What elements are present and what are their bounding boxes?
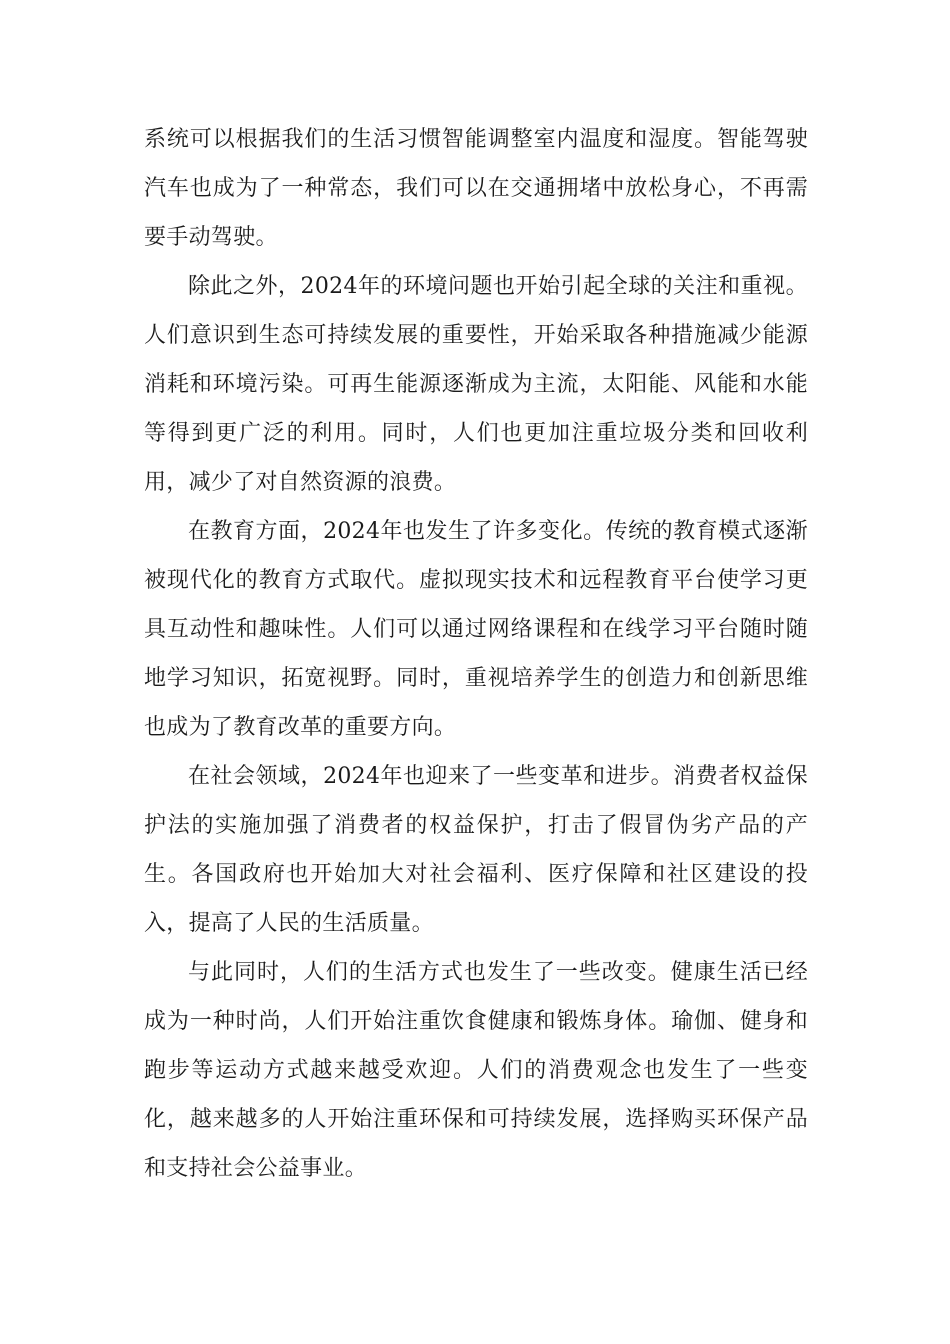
paragraph-2: 除此之外，2024年的环境问题也开始引起全球的关注和重视。人们意识到生态可持续发展的重要性，开始采取各种措施减少能源消耗和环境污染。可再生能源逐渐成为主流，太阳能、风能和水能等得到更广泛的利用。同时，人们也更加注重垃圾分类和回收利用，减少了对自然资源的浪费。 xyxy=(144,274,808,495)
paragraph-1: 系统可以根据我们的生活习惯智能调整室内温度和湿度。智能驾驶汽车也成为了一种常态，我们可以在交通拥堵中放松身心，不再需要手动驾驶。 xyxy=(144,127,808,250)
paragraph-5: 与此同时，人们的生活方式也发生了一些改变。健康生活已经成为一种时尚，人们开始注重饮食健康和锻炼身体。瑜伽、健身和跑步等运动方式越来越受欢迎。人们的消费观念也发生了一些变化，越来越多的人开始注重环保和可持续发展，选择购买环保产品和支持社会公益事业。 xyxy=(144,960,808,1181)
document-body xyxy=(144,115,808,1193)
paragraph-4: 在社会领域，2024年也迎来了一些变革和进步。消费者权益保护法的实施加强了消费者的权益保护，打击了假冒伪劣产品的产生。各国政府也开始加大对社会福利、医疗保障和社区建设的投入，提高了人民的生活质量。 xyxy=(144,764,808,936)
paragraph-3: 在教育方面，2024年也发生了许多变化。传统的教育模式逐渐被现代化的教育方式取代。虚拟现实技术和远程教育平台使学习更具互动性和趣味性。人们可以通过网络课程和在线学习平台随时随地学习知识，拓宽视野。同时，重视培养学生的创造力和创新思维也成为了教育改革的重要方向。 xyxy=(144,519,808,740)
